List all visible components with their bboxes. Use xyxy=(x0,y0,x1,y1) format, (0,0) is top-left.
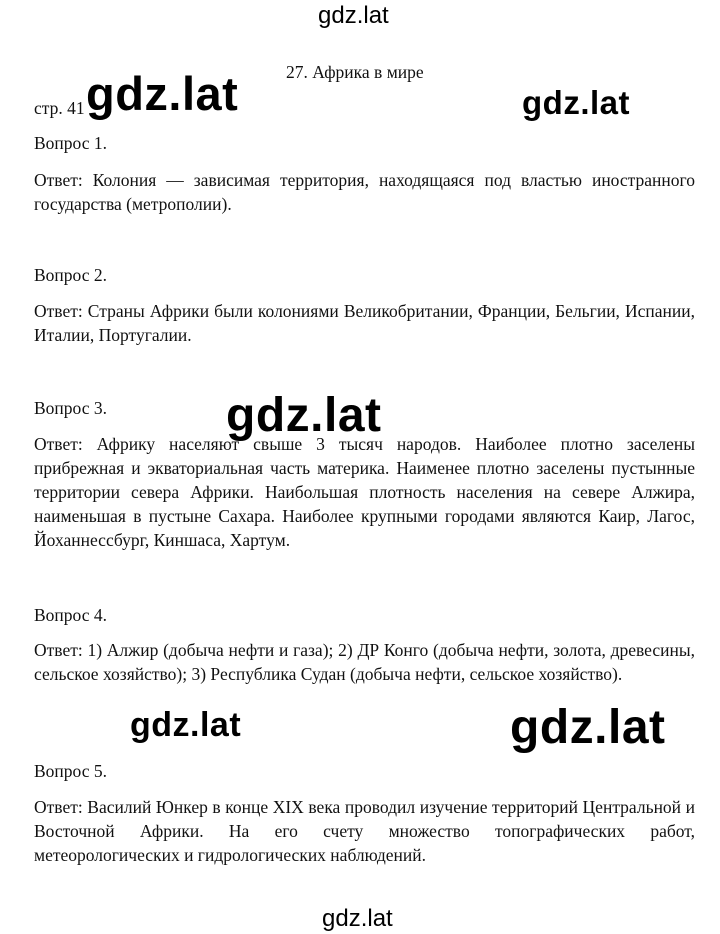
question-4-answer: Ответ: 1) Алжир (добыча нефти и газа); 2) ДР Конго (добыча нефти, золота, древесины, сельское хозяйство); 3) Республика Судан (добыча нефти, сельское хозяйство). xyxy=(34,640,695,684)
watermark-large-5: gdz.lat xyxy=(510,701,666,754)
question-2-answer: Ответ: Страны Африки были колониями Великобритании, Франции, Бельгии, Испании, Италии, Португалии. xyxy=(34,301,695,345)
watermark-top: gdz.lat xyxy=(318,2,389,29)
question-2-label: Вопрос 2. xyxy=(34,265,107,285)
watermark-large-2: gdz.lat xyxy=(522,84,630,121)
question-3-answer: Ответ: Африку населяют свыше 3 тысяч народов. Наиболее плотно заселены прибрежная и экваториальная часть материка. Наименее плотно заселены пустынные территории севера Африки. Наибольшая плотность населения на севере Алжира, наименьшая в пустыне Сахара. Наиболее крупными городами являются Каир, Лагос, Йоханнессбург, Киншаса, Хартум. xyxy=(34,434,695,550)
page-reference: стр. 41 xyxy=(34,98,85,118)
question-3-label: Вопрос 3. xyxy=(34,398,107,418)
question-1-label: Вопрос 1. xyxy=(34,133,107,153)
page-title: 27. Африка в мире xyxy=(286,62,424,82)
watermark-bottom: gdz.lat xyxy=(322,905,393,932)
watermark-large-1: gdz.lat xyxy=(86,67,239,120)
question-5-answer: Ответ: Василий Юнкер в конце XIX века проводил изучение территорий Центральной и Восточной Африки. На его счету множество топографических работ, метеорологических и гидрологических наблюдений. xyxy=(34,797,695,865)
question-4-label: Вопрос 4. xyxy=(34,605,107,625)
question-5-label: Вопрос 5. xyxy=(34,761,107,781)
question-1-answer: Ответ: Колония — зависимая территория, находящаяся под властью иностранного государства (метрополии). xyxy=(34,170,695,214)
watermark-large-4: gdz.lat xyxy=(130,706,242,744)
watermark-large-3: gdz.lat xyxy=(226,389,382,442)
